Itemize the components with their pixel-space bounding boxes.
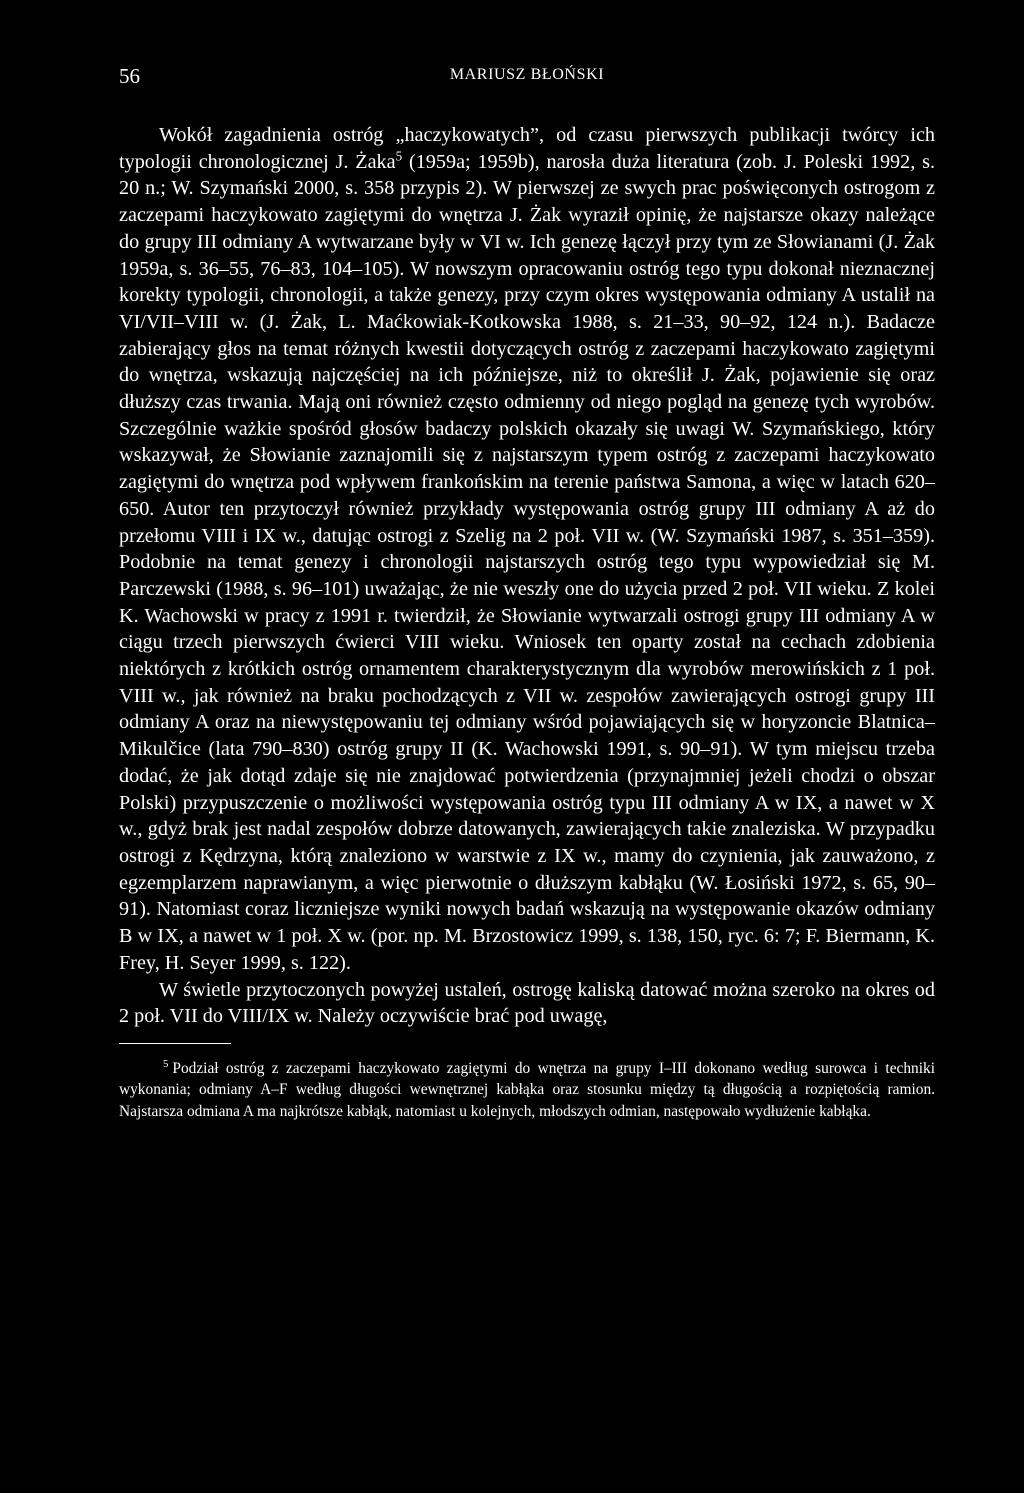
paragraph-1-part-b: (1959a; 1959b), narosła duża literatura (zob. J. Poleski 1992, s. 20 n.; W. Szymański 2000, s. 358 przypis 2). W pierwszej ze swych prac poświęconych ostrogom z zaczepami haczykowato zagiętymi do wnętrza J. Żak wyraził opinię, że najstarsze okazy należące do grupy III odmiany A wytwarzane były w VI w. Ich genezę łączył przy tym ze Słowianami (J. Żak 1959a, s. 36–55, 76–83, 104–105). W nowszym opracowaniu ostróg tego typu dokonał nieznacznej korekty typologii, chronologii, a także genezy, przy czym okres występowania odmiany A ustalił na VI/VII–VIII w. (J. Żak, L. Maćkowiak-Kotkowska 1988, s. 21–33, 90–92, 124 n.). Badacze zabierający głos na temat różnych kwestii dotyczących ostróg z zaczepami haczykowato zagiętymi do wnętrza, wskazują najczęściej na ich późniejsze, niż to określił J. Żak, pojawienie się oraz dłuższy czas trwania. Mają oni również często odmienny od niego pogląd na genezę tych wyrobów. Szczególnie ważkie spośród głosów badaczy polskich okazały się uwagi W. Szymańskiego, który wskazywał, że Słowianie zaznajomili się z najstarszym typem ostróg z zaczepami haczykowato zagiętymi do wnętrza pod wpływem frankońskim na terenie państwa Samona, a więc w latach 620–650. Autor ten przytoczył również przykłady występowania ostróg grupy III odmiany A aż do przełomu VIII i IX w., datując ostrogi z Szelig na 2 poł. VII w. (W. Szymański 1987, s. 351–359). Podobnie na temat genezy i chronologii najstarszych ostróg tego typu wypowiedział się M. Parczewski (1988, s. 96–101) uważając, że nie weszły one do użycia przed 2 poł. VII wieku. Z kolei K. Wachowski w pracy z 1991 r. twierdził, że Słowianie wytwarzali ostrogi grupy III odmiany A w ciągu trzech pierwszych ćwierci VIII wieku. Wniosek ten oparty został na cechach zdobienia niektórych z krótkich ostróg ornamentem charakterystycznym dla wyrobów merowińskich z 1 poł. VIII w., jak również na braku pochodzących z VII w. zespołów zawierających ostrogi grupy III odmiany A oraz na niewystępowaniu tej odmiany wśród pojawiających się w horyzoncie Blatnica–Mikulčice (lata 790–830) ostróg grupy II (K. Wachowski 1991, s. 90–91). W tym miejscu trzeba dodać, że jak dotąd zdaje się nie znajdować potwierdzenia (przynajmniej jeżeli chodzi o obszar Polski) przypuszczenie o możliwości występowania ostróg typu III odmiany A w IX, a nawet w X w., gdyż brak jest nadal zespołów dobrze datowanych, zawierających takie znaleziska. W przypadku ostrogi z Kędrzyna, którą znaleziono w warstwie z IX w., mamy do czynienia, jak zauważono, z egzemplarzem naprawianym, a więc pierwotnie o dłuższym kabłąku (W. Łosiński 1972, s. 65, 90–91). Natomiast coraz liczniejsze wyniki nowych badań wskazują na występowanie okazów odmiany B w IX, a nawet w 1 poł. X w. (por. np. M. Brzostowicz 1999, s. 138, 150, ryc. 6: 7; F. Biermann, K. Frey, H. Seyer 1999, s. 122).	[119, 150, 935, 974]
footnote-reference[interactable]: 5	[395, 147, 403, 163]
footnote-separator	[119, 1043, 231, 1044]
paragraph-1	[119, 122, 935, 977]
body-text	[119, 122, 935, 1030]
footnotes	[119, 1058, 935, 1123]
page	[119, 64, 935, 1122]
running-title: MARIUSZ BŁOŃSKI	[449, 66, 605, 83]
paragraph-2: W świetle przytoczonych powyżej ustaleń, ostrogę kaliską datować można szeroko na okres od 2 poł. VII do VIII/IX w. Należy oczywiście brać pod uwagę,	[119, 978, 935, 1028]
footnote-marker: 5	[163, 1057, 169, 1070]
footnote-text: Podział ostróg z zaczepami haczykowato zagiętymi do wnętrza na grupy I–III dokonano według surowca i techniki wykonania; odmiany A–F według długości wewnętrznej kabłąka oraz stosunku między tą długością a rozpiętością ramion. Najstarsza odmiana A ma najkrótsze kabłąk, natomiast u kolejnych, młodszych odmian, następowało wydłużenie kabłąka.	[119, 1059, 935, 1120]
running-head	[119, 64, 935, 100]
page-number: 56	[119, 64, 140, 88]
paragraph-1-part-a: Wokół zagadnienia ostróg „haczykowatych”, od czasu pierwszych publikacji twórcy ich typologii chronologicznej J. Żaka	[119, 124, 935, 173]
footnote	[119, 1058, 935, 1123]
